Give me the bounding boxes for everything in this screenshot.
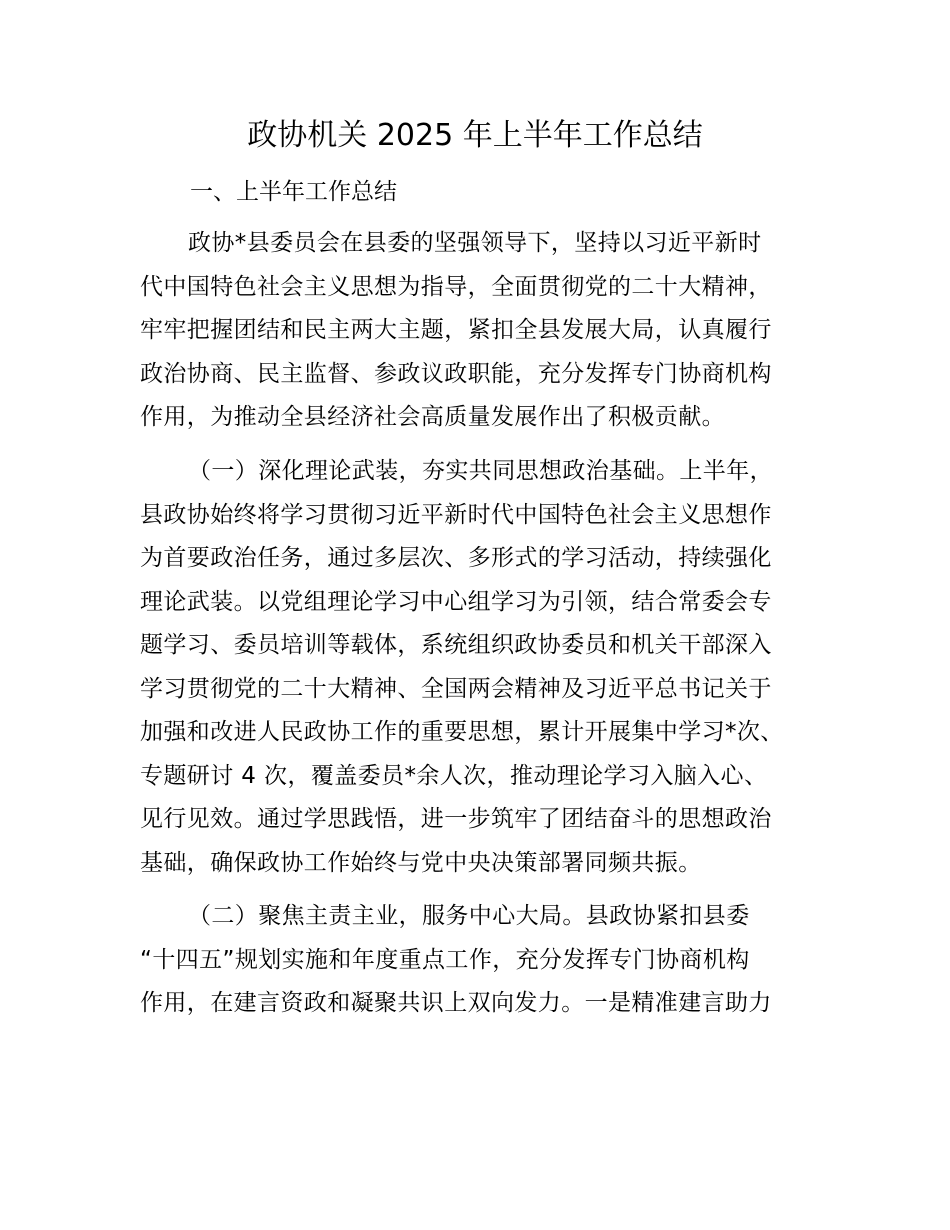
document-title: 政协机关 2025 年上半年工作总结 <box>247 118 703 153</box>
paragraph-line: 作用，为推动全县经济社会高质量发展作出了积极贡献。 <box>140 404 725 430</box>
paragraph-line: 政协*县委员会在县委的坚强领导下，坚持以习近平新时 <box>188 230 762 256</box>
paragraph-line: （一）深化理论武装，夯实共同思想政治基础。上半年， <box>188 458 773 484</box>
paragraph-line: 见行见效。通过学思践悟，进一步筑牢了团结奋斗的思想政治 <box>140 806 772 832</box>
paragraph-line: 加强和改进人民政协工作的重要思想，累计开展集中学习*次、 <box>140 719 784 745</box>
paragraph-line: 专题研讨 4 次，覆盖委员*余人次，推动理论学习入脑入心、 <box>140 762 768 789</box>
paragraph-line: （二）聚焦主责主业，服务中心大局。县政协紧扣县委 <box>188 903 750 929</box>
paragraph-line: 作用，在建言资政和凝聚共识上双向发力。一是精准建言助力 <box>140 990 772 1016</box>
paragraph-line: 政治协商、民主监督、参政议政职能，充分发挥专门协商机构 <box>140 360 772 387</box>
paragraph-line: 县政协始终将学习贯彻习近平新时代中国特色社会主义思想作 <box>140 501 772 528</box>
paragraph-line: “十四五”规划实施和年度重点工作，充分发挥专门协商机构 <box>140 946 750 973</box>
paragraph-line: 为首要政治任务，通过多层次、多形式的学习活动，持续强化 <box>140 545 772 571</box>
paragraph-theory <box>140 450 830 885</box>
paragraph-service <box>140 895 830 1026</box>
paragraph-line: 理论武装。以党组理论学习中心组学习为引领，结合常委会专 <box>140 588 772 615</box>
paragraph-line: 学习贯彻党的二十大精神、全国两会精神及习近平总书记关于 <box>140 675 772 702</box>
section-heading: 一、上半年工作总结 <box>190 179 397 205</box>
paragraph-line: 牢牢把握团结和民主两大主题，紧扣全县发展大局，认真履行 <box>140 317 772 343</box>
paragraph-overview <box>140 222 830 440</box>
paragraph-line: 题学习、委员培训等载体，系统组织政协委员和机关干部深入 <box>140 632 772 658</box>
paragraph-line: 代中国特色社会主义思想为指导，全面贯彻党的二十大精神， <box>140 273 772 300</box>
paragraph-line: 基础，确保政协工作始终与党中央决策部署同频共振。 <box>140 849 702 876</box>
